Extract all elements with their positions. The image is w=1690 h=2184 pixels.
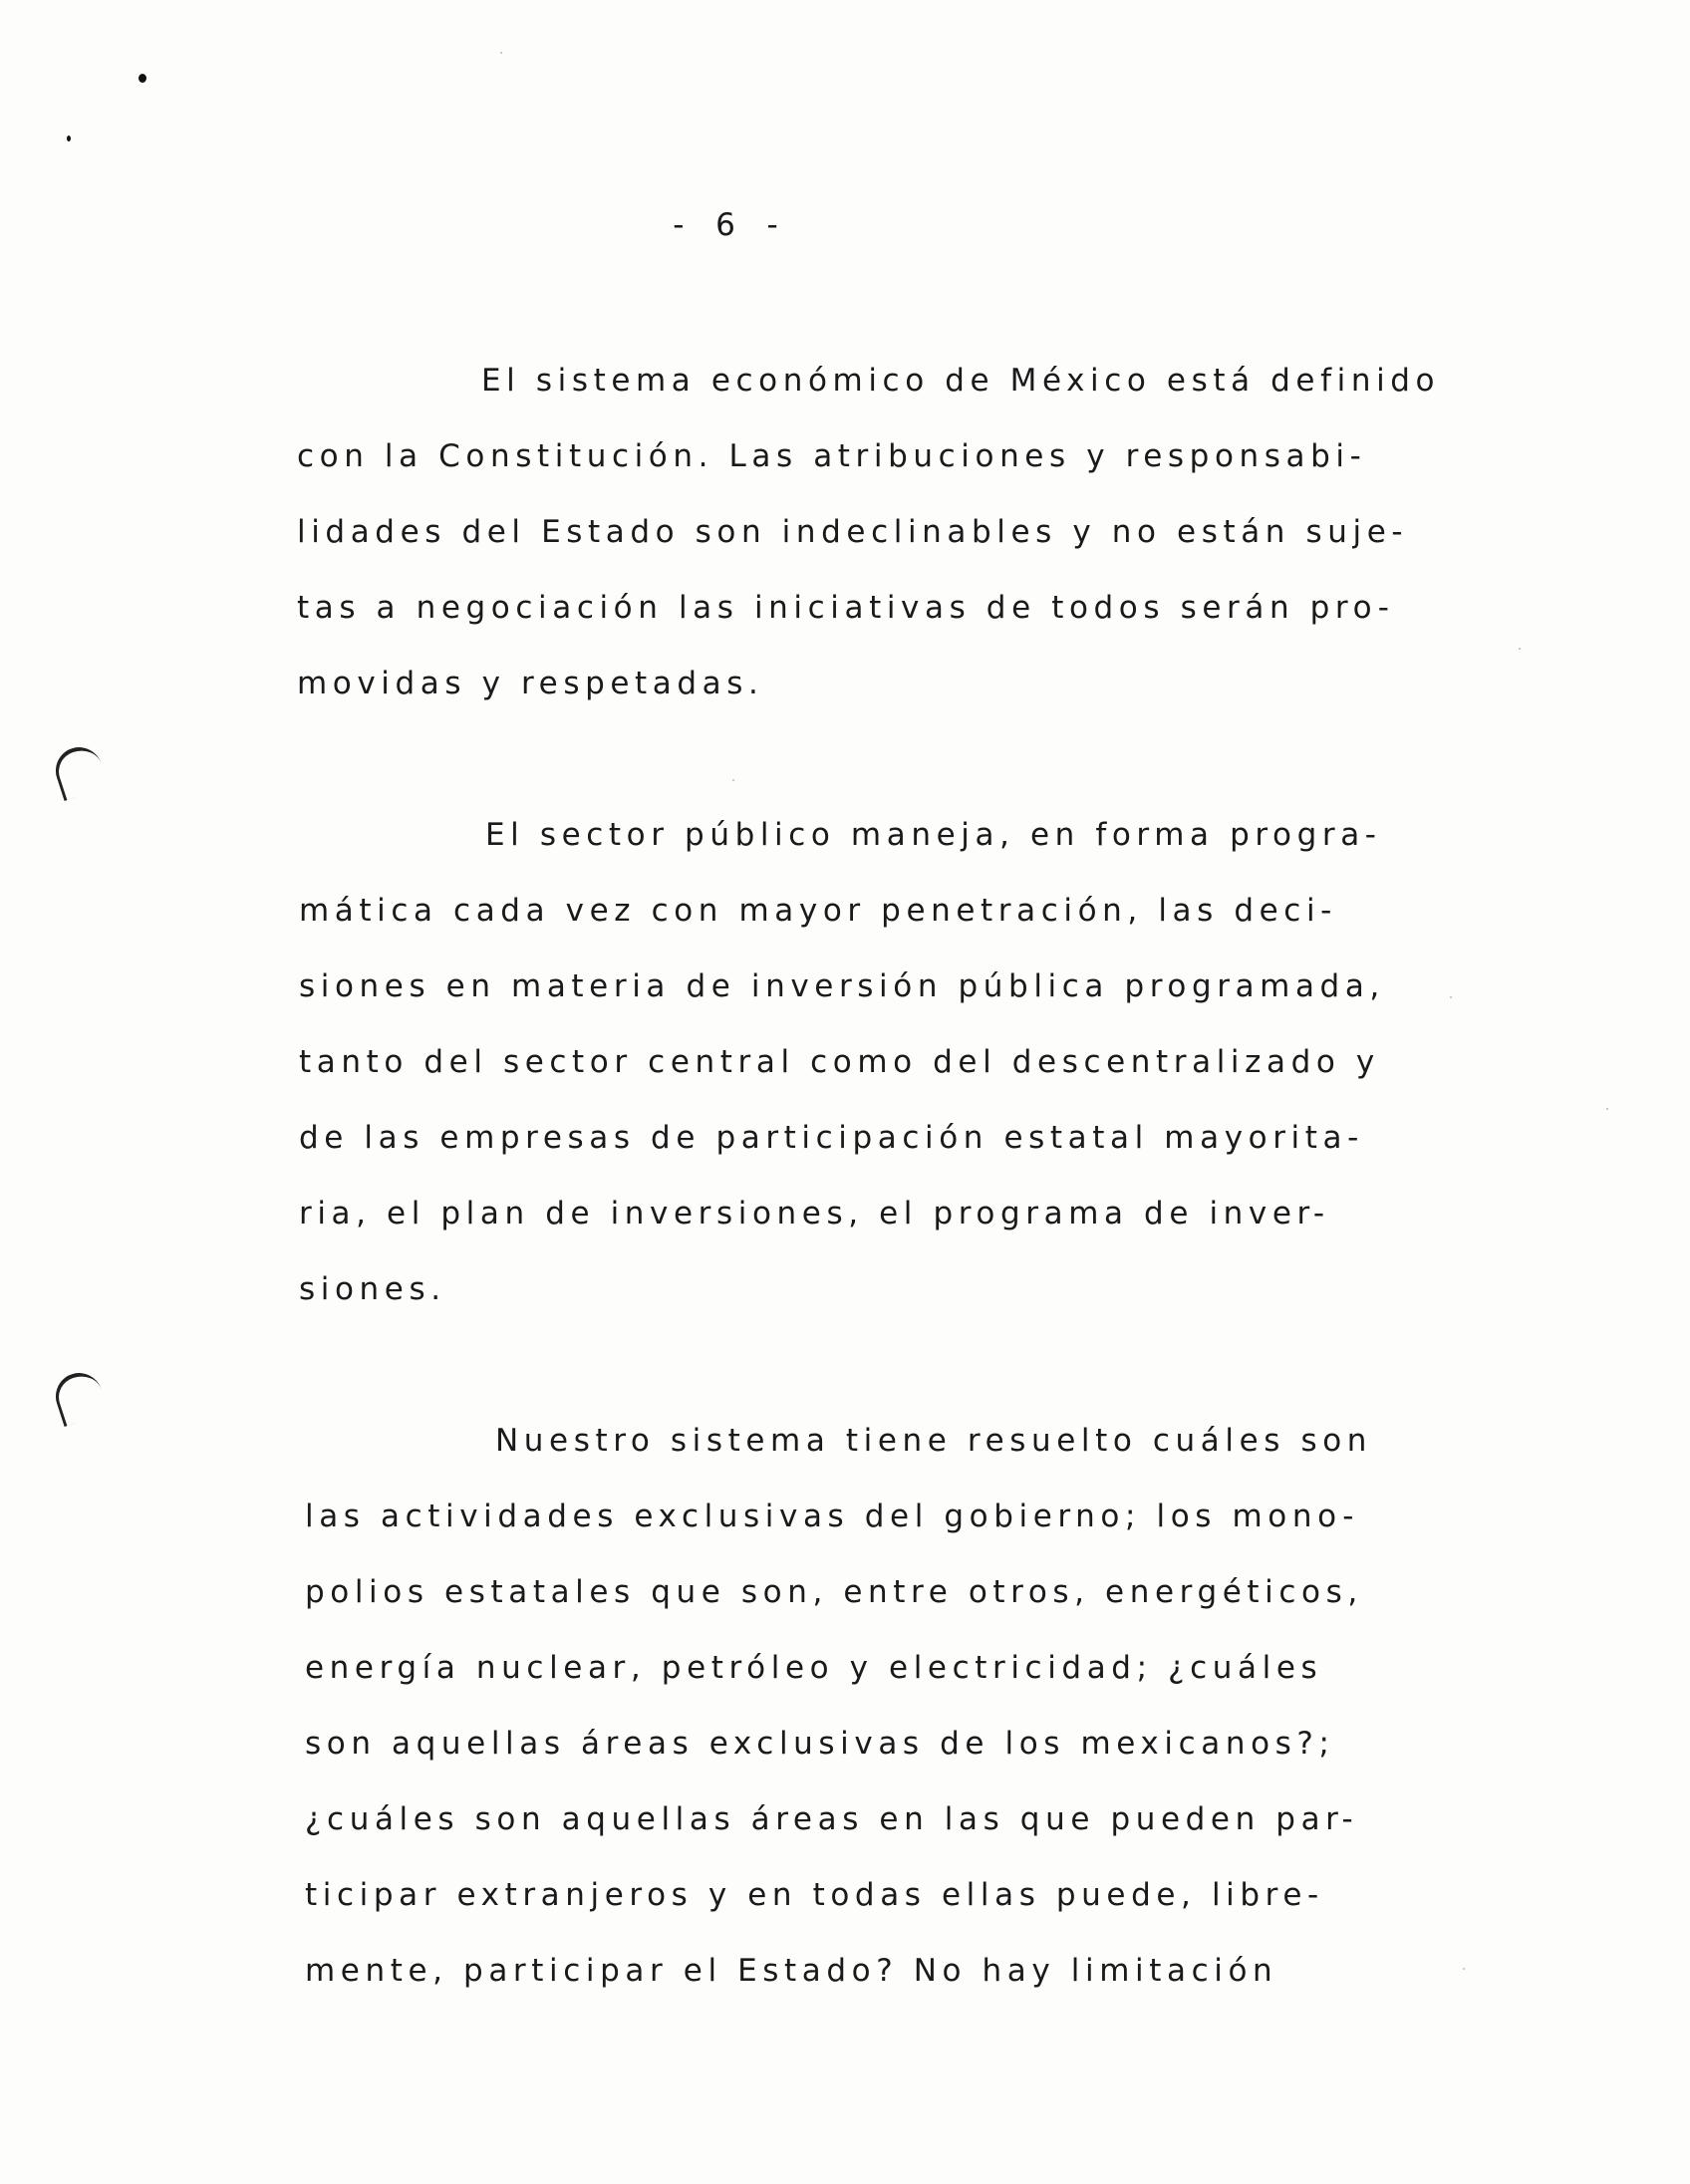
text-line: El sistema económico de México está definido (481, 363, 1441, 399)
text-line: movidas y respetadas. (297, 666, 764, 701)
scan-speck (500, 52, 502, 54)
text-line: las actividades exclusivas del gobierno; los mono- (305, 1499, 1360, 1534)
scan-speck (1450, 996, 1452, 998)
punch-hole-arc-mark (50, 741, 110, 801)
scan-dot-mark (67, 136, 71, 141)
scan-speck (1606, 1108, 1608, 1110)
scan-speck (732, 779, 734, 781)
text-line: son aquellas áreas exclusivas de los mexicanos?; (305, 1726, 1335, 1762)
punch-hole-arc-mark (50, 1367, 110, 1427)
text-line: de las empresas de participación estatal mayorita- (299, 1120, 1364, 1156)
text-line: lidades del Estado son indeclinables y no están suje- (297, 514, 1409, 550)
scan-speck (1519, 648, 1521, 650)
text-line: tanto del sector central como del descentralizado y (299, 1044, 1380, 1080)
text-line: ria, el plan de inversiones, el programa de inver- (299, 1196, 1330, 1231)
text-line: energía nuclear, petróleo y electricidad; ¿cuáles (305, 1650, 1323, 1686)
text-line: siones. (299, 1271, 446, 1307)
text-line: Nuestro sistema tiene resuelto cuáles son (495, 1423, 1373, 1459)
text-line: polios estatales que son, entre otros, energéticos, (305, 1574, 1363, 1610)
text-line: mente, participar el Estado? No hay limitación (305, 1953, 1278, 1989)
text-line: mática cada vez con mayor penetración, las deci- (299, 893, 1337, 929)
text-line: siones en materia de inversión pública programada, (299, 968, 1385, 1004)
text-line: tas a negociación las iniciativas de todos serán pro- (297, 590, 1395, 626)
text-line: ¿cuáles son aquellas áreas en las que pueden par- (305, 1801, 1359, 1837)
scan-speck (1463, 1968, 1465, 1970)
page-number: - 6 - (673, 207, 782, 243)
text-line: con la Constitución. Las atribuciones y responsabi- (297, 438, 1367, 474)
text-line: ticipar extranjeros y en todas ellas puede, libre- (305, 1877, 1324, 1913)
text-line: El sector público maneja, en forma progra- (485, 817, 1382, 853)
scan-dot-mark (139, 74, 146, 83)
